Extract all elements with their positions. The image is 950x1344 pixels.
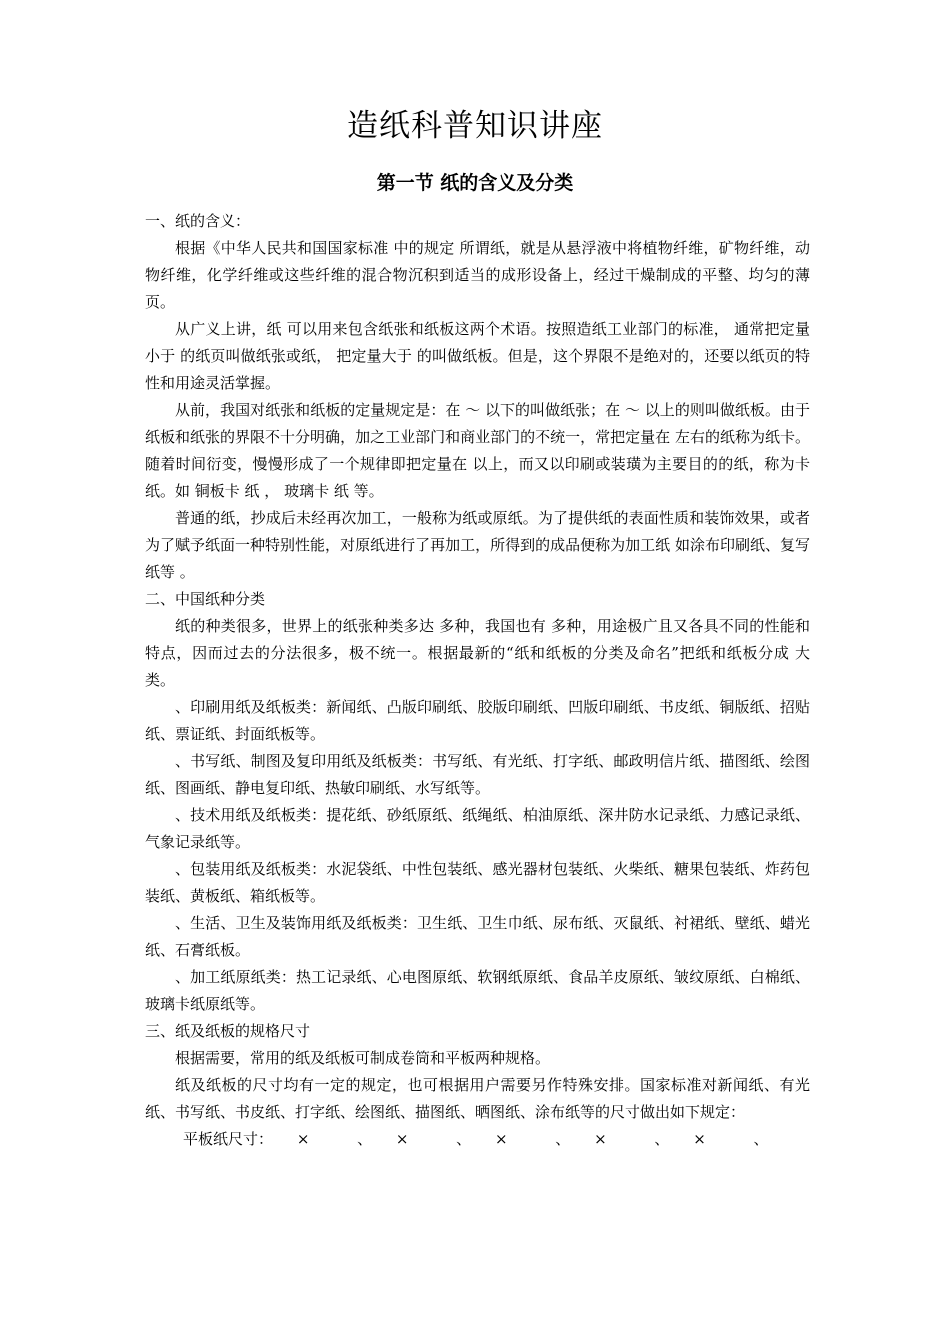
section-heading-classification: 二、中国纸种分类 [145,590,266,608]
paragraph-definition: 根据《中华人民共和国国家标准 中的规定 所谓纸，就是从悬浮液中将植物纤维，矿物纤维，动物纤维，化学纤维或这些纤维的混合物沉积到适当的成形设备上，经过干燥制成的平整、均匀的薄页。 [145,239,810,311]
section-heading-sizes: 三、纸及纸板的规格尺寸 [145,1022,311,1040]
paragraph-broad-sense: 从广义上讲，纸 可以用来包含纸张和纸板这两个术语。按照造纸工业部门的标准， 通常把定量小于 的纸页叫做纸张或纸， 把定量大于 的叫做纸板。但是，这个界限不是绝对的，还要以纸页的特性和用途灵活掌握。 [145,320,810,392]
list-item-writing: 、书写纸、制图及复印用纸及纸板类：书写纸、有光纸、打字纸、邮政明信片纸、描图纸、绘图纸、图画纸、静电复印纸、热敏印刷纸、水写纸等。 [145,752,810,797]
section-title: 第一节 纸的含义及分类 [376,172,574,194]
list-item-packaging: 、包装用纸及纸板类：水泥袋纸、中性包装纸、感光器材包装纸、火柴纸、糖果包装纸、炸药包装纸、黄板纸、箱纸板等。 [145,860,810,905]
document-body [145,208,810,1153]
paragraph-standards: 纸及纸板的尺寸均有一定的规定，也可根据用户需要另作特殊安排。国家标准对新闻纸、有光纸、书写纸、书皮纸、打字纸、绘图纸、描图纸、晒图纸、涂布纸等的尺寸做出如下规定： [145,1076,810,1121]
list-item-printing: 、印刷用纸及纸板类：新闻纸、凸版印刷纸、胶版印刷纸、凹版印刷纸、书皮纸、铜版纸、招贴纸、票证纸、封面纸板等。 [145,698,810,743]
list-item-base-paper: 、加工纸原纸类：热工记录纸、心电图原纸、软钢纸原纸、食品羊皮原纸、皱纹原纸、白棉纸、玻璃卡纸原纸等。 [145,968,810,1013]
page-title: 造纸科普知识讲座 [347,108,603,144]
paragraph-variety: 纸的种类很多，世界上的纸张种类多达 多种，我国也有 多种，用途极广且又各具不同的性能和特点，因而过去的分法很多，极不统一。根据最新的“纸和纸板的分类及命名”把纸和纸板分成 大类。 [145,617,810,689]
section-heading-meaning: 一、纸的含义： [145,212,251,230]
paragraph-history: 从前，我国对纸张和纸板的定量规定是：在 ～ 以下的叫做纸张；在 ～ 以上的则叫做纸板。由于纸板和纸张的界限不十分明确，加之工业部门和商业部门的不统一，常把定量在 左右的纸称为纸卡。随着时间衍变，慢慢形成了一个规律即把定量在 以上，而又以印刷或装璜为主要目的的纸，称为卡纸。如 铜板卡 纸 ， 玻璃卡 纸 等。 [145,401,810,500]
paragraph-formats: 根据需要，常用的纸及纸板可制成卷筒和平板两种规格。 [175,1049,551,1067]
paragraph-processed-paper: 普通的纸，抄成后未经再次加工，一般称为纸或原纸。为了提供纸的表面性质和装饰效果，或者为了赋予纸面一种特别性能，对原纸进行了再加工，所得到的成品便称为加工纸 如涂布印刷纸、复写纸等 。 [145,509,810,581]
sheet-size-line: 平板纸尺寸： × 、 × 、 × 、 × 、 × 、 [183,1130,769,1148]
list-item-technical: 、技术用纸及纸板类：提花纸、砂纸原纸、纸绳纸、柏油原纸、深井防水记录纸、力感记录纸、气象记录纸等。 [145,806,810,851]
list-item-household: 、生活、卫生及装饰用纸及纸板类：卫生纸、卫生巾纸、尿布纸、灭鼠纸、衬裙纸、壁纸、蜡光纸、石膏纸板。 [145,914,810,959]
